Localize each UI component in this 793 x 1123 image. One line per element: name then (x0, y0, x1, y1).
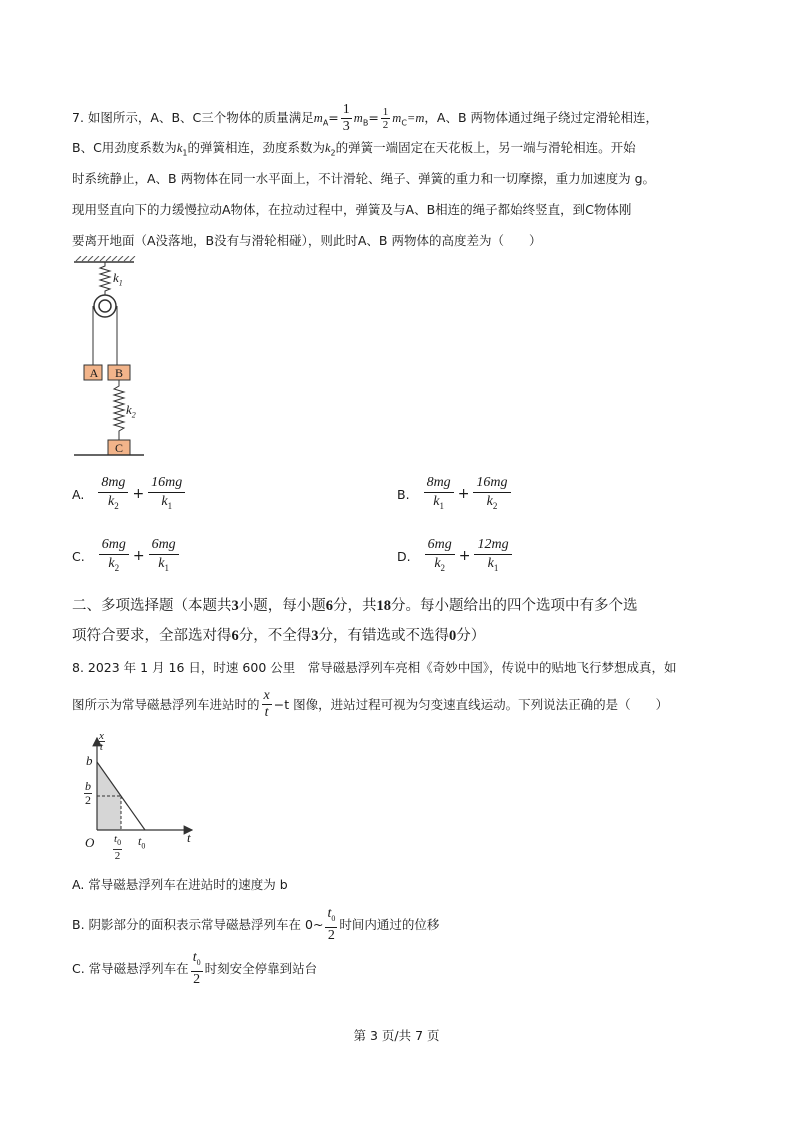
mass-c-sub: C (401, 118, 407, 128)
graph-b-label: b (86, 753, 93, 768)
option-a[interactable] (72, 474, 185, 515)
q7-number: 7. (72, 110, 84, 125)
option-c-term-2: $\frac{6mg}{k_1}$ (149, 536, 179, 577)
spring-k2 (114, 380, 124, 440)
q8-option-a[interactable]: A. 常导磁悬浮列车在进站时的速度为 b (72, 877, 288, 892)
mass-c: m (392, 111, 402, 125)
page-footer: 第 3 页/共 7 页 (353, 1028, 440, 1043)
option-c-plus: + (132, 548, 145, 565)
section-2-full-points: 6 (231, 628, 239, 644)
option-b-term-1: 8mg $k_1$ (424, 474, 454, 515)
section-2-line-2 (72, 627, 485, 645)
q8-option-c-fraction: $\frac{t_0}{2}$ (192, 950, 201, 987)
section-2-text-1a: 二、多项选择题（本题共 (72, 598, 232, 614)
pulley-inner (99, 300, 111, 312)
section-2-points-each: 6 (325, 598, 333, 614)
graph-y-label: x t (99, 730, 104, 753)
label-k2: $k_2$ (126, 402, 136, 420)
k2-sub: 2 (330, 148, 336, 158)
section-2-text-1d: 分。每小题给出的四个选项中有多个选 (391, 598, 638, 614)
graph-t0-label: $t_0$ (138, 834, 146, 851)
q8-option-c-text-a: C. 常导磁悬浮列车在 (72, 960, 189, 976)
x-over-t-fraction: $\frac{x}{t}$ (263, 688, 270, 720)
section-2-text-2d: 分） (456, 628, 486, 644)
option-c-term-1: 6mg $k_2$ (99, 536, 129, 577)
option-a-term-2: $\frac{16mg}{k_1}$ (148, 474, 185, 515)
section-2-count: 3 (231, 598, 239, 614)
label-c: C (114, 441, 123, 455)
section-2-line-1 (72, 597, 638, 615)
q8-option-b[interactable] (72, 906, 439, 944)
q7-text-2b: 的弹簧相连，劲度系数为 (187, 140, 325, 155)
section-2-text-1b: 小题，每小题 (238, 598, 326, 614)
q7-text-1a: 如图所示，A、B、C三个物体的质量满足 (87, 110, 314, 125)
equals-2: = (368, 110, 379, 125)
section-2-text-1c: 分，共 (333, 598, 377, 614)
q8-line-1: 8. 2023 年 1 月 16 日，时速 600 公里 常导磁悬浮列车亮相《奇妙中国》，传说中的贴地飞行梦想成真，如 (72, 660, 677, 675)
label-a: A (89, 366, 99, 380)
graph-t0-half-label: $t_0$ 2 (114, 833, 122, 863)
option-b[interactable] (397, 474, 511, 515)
option-a-label: A. (72, 486, 85, 502)
option-b-label: B. (397, 486, 410, 502)
q8-option-b-text-b: 时间内通过的位移 (339, 916, 440, 932)
option-c[interactable] (72, 536, 179, 577)
section-2-zero-points: 0 (449, 628, 457, 644)
q7-text-2c: 的弹簧一端固定在天花板上，另一端与滑轮相连。开始 (335, 140, 636, 155)
mass-b-sub: B (362, 118, 369, 128)
q7-line-5: 要离开地面（A没落地，B没有与滑轮相碰），则此时A、B 两物体的高度差为（ ） (72, 233, 542, 248)
q8-option-c[interactable] (72, 950, 317, 988)
q8-option-b-fraction: $\frac{t_0}{2}$ (327, 906, 336, 943)
q8-option-c-text-b: 时刻安全停靠到站台 (204, 960, 318, 976)
ceiling-hatch (76, 256, 135, 261)
section-2-text-2c: 分，有错选或不选得 (318, 628, 449, 644)
option-d[interactable] (397, 536, 512, 577)
label-b: B (114, 366, 123, 380)
option-c-label: C. (72, 548, 85, 564)
mass-b: m (353, 111, 363, 125)
section-2-partial-points: 3 (311, 628, 319, 644)
option-d-plus: + (458, 548, 471, 565)
section-2-points-total: 18 (376, 598, 391, 614)
k2-symbol: k (324, 141, 331, 155)
option-a-plus: + (132, 486, 145, 503)
option-b-plus: + (457, 486, 470, 503)
q7-text-2a: B、C用劲度系数为 (72, 140, 177, 155)
equals-1: = (328, 110, 339, 125)
q7-line-4: 现用竖直向下的力缓慢拉动A物体，在拉动过程中，弹簧及与A、B相连的绳子都始终竖直，到C物体刚 (72, 202, 632, 217)
k1-sub: 1 (182, 148, 188, 158)
graph-t-axis-label: t (187, 830, 191, 845)
q7-text-1b: ，A、B 两物体通过绳子绕过定滑轮相连， (424, 110, 658, 125)
graph-origin-label: O (85, 835, 95, 850)
option-d-term-2: $\frac{12mg}{k_1}$ (474, 536, 511, 577)
q7-line-2 (72, 139, 636, 163)
option-d-label: D. (397, 548, 411, 564)
section-2-text-2a: 项符合要求，全部选对得 (72, 628, 232, 644)
label-k1: $k_1$ (113, 270, 123, 288)
mass-a: m (313, 111, 323, 125)
section-2-text-2b: 分，不全得 (238, 628, 312, 644)
q8-option-b-text-a: B. 阴影部分的面积表示常导磁悬浮列车在 0~ (72, 916, 324, 932)
k1-symbol: k (176, 141, 183, 155)
q8-line-2 (72, 688, 668, 721)
mass-a-sub: A (322, 118, 329, 128)
fraction-one-third: $\frac{1}{3}$ (342, 102, 350, 134)
equals-m: =m (406, 111, 425, 125)
q7-line-3: 时系统静止，A、B 两物体在同一水平面上，不计滑轮、绳子、弹簧的重力和一切摩擦，重力加速度为 g。 (72, 171, 656, 186)
spring-k1 (100, 262, 110, 296)
graph-b-half-label: b 2 (85, 779, 91, 807)
q8-text-2a: 图所示为常导磁悬浮列车进站时的 (72, 696, 260, 712)
q8-text-2b: −t 图像，进站过程可视为匀变速直线运动。下列说法正确的是（ ） (273, 696, 669, 712)
fraction-one-half: $\frac{1}{2}$ (382, 106, 389, 131)
q7-line-1 (72, 102, 658, 135)
option-b-term-2: $\frac{16mg}{k_2}$ (473, 474, 510, 515)
option-d-term-1: 6mg $k_2$ (425, 536, 455, 577)
option-a-term-1: 8mg $k_2$ (98, 474, 128, 515)
